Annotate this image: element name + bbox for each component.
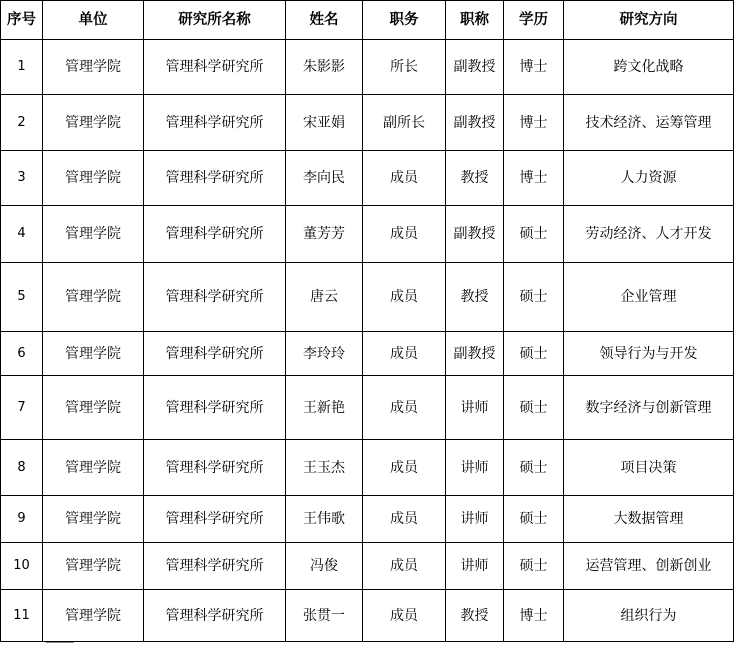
cell-degree: 硕士 [504, 263, 564, 332]
cell-degree: 硕士 [504, 543, 564, 590]
cell-degree: 硕士 [504, 206, 564, 263]
cell-research-direction: 领导行为与开发 [564, 332, 734, 376]
cell-index: 4 [1, 206, 43, 263]
cell-name: 董芳芳 [286, 206, 363, 263]
cell-index: 5 [1, 263, 43, 332]
table-row [1, 376, 734, 440]
cell-degree: 硕士 [504, 496, 564, 543]
cell-institute-name: 管理科学研究所 [144, 376, 286, 440]
cell-index: 10 [1, 543, 43, 590]
header-degree: 学历 [504, 1, 564, 40]
cell-institute-name: 管理科学研究所 [144, 496, 286, 543]
cell-degree: 博士 [504, 40, 564, 95]
cell-unit: 管理学院 [43, 95, 144, 151]
cell-position: 所长 [363, 40, 446, 95]
cell-title: 副教授 [446, 40, 504, 95]
cell-title: 副教授 [446, 206, 504, 263]
cell-name: 朱影影 [286, 40, 363, 95]
cell-name: 冯俊 [286, 543, 363, 590]
cell-name: 王伟歌 [286, 496, 363, 543]
cell-position: 成员 [363, 206, 446, 263]
cell-title: 教授 [446, 590, 504, 642]
table-row [1, 496, 734, 543]
header-research-direction: 研究方向 [564, 1, 734, 40]
cell-position: 成员 [363, 496, 446, 543]
table-row [1, 332, 734, 376]
cell-unit: 管理学院 [43, 543, 144, 590]
table-row [1, 543, 734, 590]
cell-research-direction: 运营管理、创新创业 [564, 543, 734, 590]
cell-degree: 博士 [504, 590, 564, 642]
cell-title: 副教授 [446, 332, 504, 376]
cell-index: 11 [1, 590, 43, 642]
cell-position: 成员 [363, 263, 446, 332]
cell-research-direction: 数字经济与创新管理 [564, 376, 734, 440]
cell-unit: 管理学院 [43, 496, 144, 543]
cell-research-direction: 人力资源 [564, 151, 734, 206]
cell-institute-name: 管理科学研究所 [144, 440, 286, 496]
cell-position: 成员 [363, 590, 446, 642]
table-row [1, 40, 734, 95]
header-position: 职务 [363, 1, 446, 40]
cell-position: 成员 [363, 376, 446, 440]
cell-unit: 管理学院 [43, 332, 144, 376]
cell-unit: 管理学院 [43, 206, 144, 263]
cell-unit: 管理学院 [43, 440, 144, 496]
cell-institute-name: 管理科学研究所 [144, 543, 286, 590]
cell-title: 教授 [446, 151, 504, 206]
cell-title: 讲师 [446, 440, 504, 496]
cell-research-direction: 跨文化战略 [564, 40, 734, 95]
cell-index: 6 [1, 332, 43, 376]
cell-degree: 硕士 [504, 376, 564, 440]
cell-index: 9 [1, 496, 43, 543]
table-row [1, 263, 734, 332]
cell-institute-name: 管理科学研究所 [144, 95, 286, 151]
cell-unit: 管理学院 [43, 263, 144, 332]
cell-unit: 管理学院 [43, 40, 144, 95]
cell-name: 王新艳 [286, 376, 363, 440]
cell-index: 3 [1, 151, 43, 206]
table-row [1, 590, 734, 642]
cell-index: 7 [1, 376, 43, 440]
cell-position: 成员 [363, 151, 446, 206]
cell-research-direction: 技术经济、运筹管理 [564, 95, 734, 151]
cell-institute-name: 管理科学研究所 [144, 40, 286, 95]
cell-degree: 博士 [504, 151, 564, 206]
cell-name: 张贯一 [286, 590, 363, 642]
table-row [1, 440, 734, 496]
cell-name: 王玉杰 [286, 440, 363, 496]
table-row [1, 206, 734, 263]
cell-title: 讲师 [446, 543, 504, 590]
cell-degree: 硕士 [504, 332, 564, 376]
table-row [1, 151, 734, 206]
cell-institute-name: 管理科学研究所 [144, 151, 286, 206]
sheet-tab-edge [46, 642, 74, 646]
cell-name: 李玲玲 [286, 332, 363, 376]
cell-research-direction: 劳动经济、人才开发 [564, 206, 734, 263]
cell-title: 副教授 [446, 95, 504, 151]
header-index: 序号 [1, 1, 43, 40]
header-title: 职称 [446, 1, 504, 40]
cell-research-direction: 项目决策 [564, 440, 734, 496]
cell-institute-name: 管理科学研究所 [144, 590, 286, 642]
table-row [1, 95, 734, 151]
cell-institute-name: 管理科学研究所 [144, 263, 286, 332]
cell-position: 成员 [363, 332, 446, 376]
cell-unit: 管理学院 [43, 376, 144, 440]
cell-degree: 硕士 [504, 440, 564, 496]
cell-title: 讲师 [446, 376, 504, 440]
cell-institute-name: 管理科学研究所 [144, 206, 286, 263]
cell-unit: 管理学院 [43, 151, 144, 206]
cell-research-direction: 组织行为 [564, 590, 734, 642]
cell-name: 宋亚娟 [286, 95, 363, 151]
header-unit: 单位 [43, 1, 144, 40]
cell-position: 副所长 [363, 95, 446, 151]
cell-position: 成员 [363, 543, 446, 590]
cell-research-direction: 大数据管理 [564, 496, 734, 543]
cell-title: 讲师 [446, 496, 504, 543]
header-name: 姓名 [286, 1, 363, 40]
header-institute-name: 研究所名称 [144, 1, 286, 40]
cell-index: 2 [1, 95, 43, 151]
cell-index: 1 [1, 40, 43, 95]
cell-unit: 管理学院 [43, 590, 144, 642]
cell-degree: 博士 [504, 95, 564, 151]
table-body [1, 40, 734, 642]
cell-name: 李向民 [286, 151, 363, 206]
cell-title: 教授 [446, 263, 504, 332]
cell-research-direction: 企业管理 [564, 263, 734, 332]
cell-name: 唐云 [286, 263, 363, 332]
table-header-row [1, 1, 734, 40]
cell-index: 8 [1, 440, 43, 496]
cell-position: 成员 [363, 440, 446, 496]
cell-institute-name: 管理科学研究所 [144, 332, 286, 376]
